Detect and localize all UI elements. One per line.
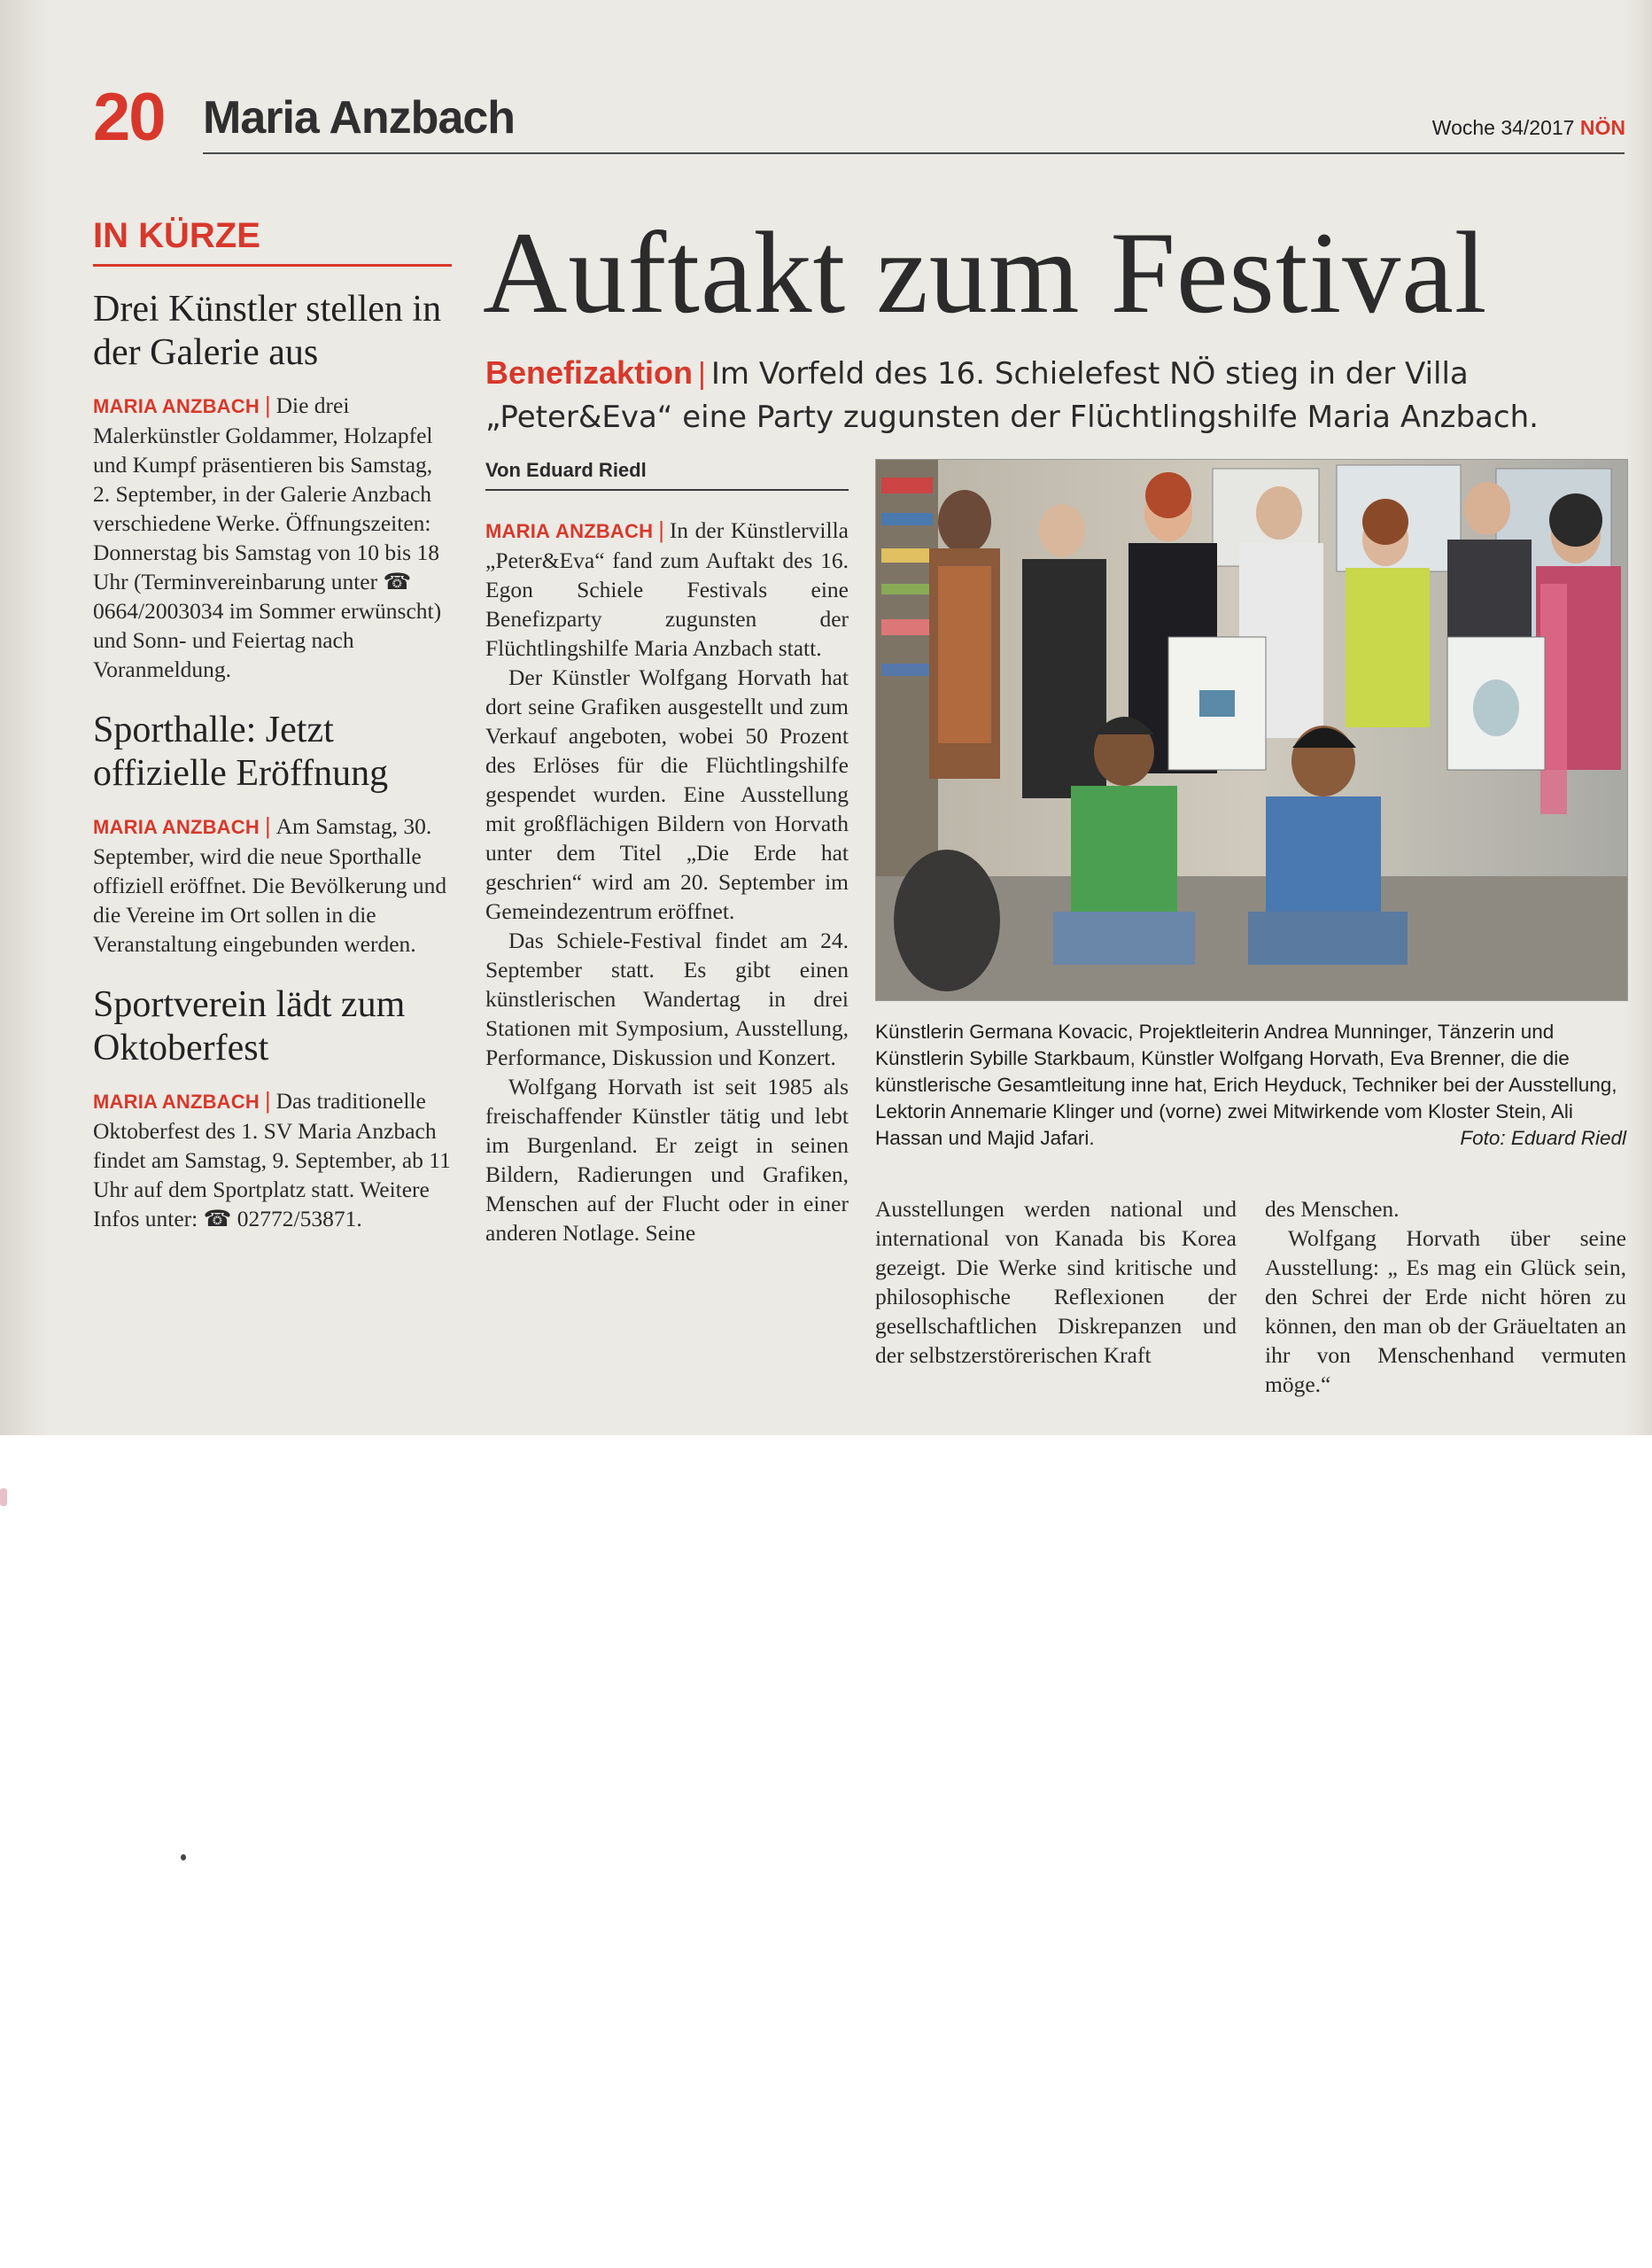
photo-caption (875, 1019, 1626, 1152)
brief-headline: Drei Künstler stellen in der Galerie aus (93, 289, 442, 373)
briefs-divider (93, 264, 452, 267)
article-paragraph: MARIA ANZBACH | In der Künstlervilla „Peter&Eva“ fand zum Auftakt des 16. Egon Schiele Festivals eine Benefizparty zugunsten der Flüchtlingshilfe Maria Anzbach statt. (485, 517, 849, 661)
brief-item (93, 983, 452, 1233)
brief-headline: Sporthalle: Jetzt offizielle Eröffnung (93, 710, 389, 794)
scan-speck (0, 1488, 7, 1506)
news-briefs-column (93, 213, 452, 1258)
briefs-label: IN KÜRZE (93, 216, 260, 255)
brief-body: MARIA ANZBACH | Am Samstag, 30. September, wird die neue Sporthalle offiziell eröffnet. Die Bevölkerung und die Vereine im Ort sollen in die Veranstaltung eingebunden werden. (93, 813, 447, 957)
brief-text: Die drei Malerkünstler Goldammer, Holzapfel und Kumpf präsentieren bis Samstag, 2. September, in der Galerie Anzbach verschiedene Werke. Öffnungszeiten: Donnerstag bis Samstag von 10 bis 18 Uhr (Terminvereinbarung unter ☎ 0664/2003034 im Sommer erwünscht) und Sonn- und Feiertag nach Voranmeldung. (93, 392, 442, 682)
scan-shadow-left (0, 0, 50, 1435)
page-header (93, 78, 1625, 158)
article-column-3 (1265, 1194, 1626, 1399)
brief-text: Am Samstag, 30. September, wird die neue Sporthalle offiziell eröffnet. Die Bevölkerung und die Vereine im Ort sollen in die Veranstaltung eingebunden werden. (93, 813, 447, 957)
article-paragraph: Wolfgang Horvath ist seit 1985 als freischaffender Künstler tätig und lebt im Burgenland. Er zeigt in seinen Bildern, Radierungen und Grafiken, Menschen auf der Flucht oder in einer anderen Notlage. Seine (485, 1074, 849, 1246)
article-headline: Auftakt zum Festival (483, 207, 1488, 338)
caption-text: Künstlerin Germana Kovacic, Projektleiterin Andrea Munninger, Tänzerin und Künstlerin Sybille Starkbaum, Künstler Wolfgang Horvath, Eva Brenner, die die künstlerische Gesamtleitung inne hat, Erich Heyduck, Techniker bei der Ausstellung, Lektorin Annemarie Klinger und (vorne) zwei Mitwirkende vom Kloster Stein, Ali Hassan und Majid Jafari. (875, 1021, 1617, 1149)
section-title: Maria Anzbach (203, 92, 516, 144)
photo-credit: Foto: Eduard Riedl (1460, 1127, 1626, 1149)
article-byline: Von Eduard Riedl (485, 459, 849, 491)
brief-item (93, 709, 452, 959)
article-dateline: MARIA ANZBACH (485, 520, 654, 542)
brief-dateline: MARIA ANZBACH (93, 395, 260, 417)
brief-text: Das traditionelle Oktoberfest des 1. SV Maria Anzbach findet am Samstag, 9. September, ab 11 Uhr auf dem Sportplatz statt. Weitere Infos unter: ☎ 02772/53871. (93, 1088, 451, 1231)
page-number: 20 (93, 80, 165, 155)
brief-headline: Sportverein lädt zum Oktoberfest (93, 984, 406, 1068)
article-paragraph: Wolfgang Horvath über seine Ausstellung: „ Es mag ein Glück sein, den Schrei der Erde nicht hören zu können, den man ob der Gräueltaten an ihr von Menschenhand vermuten möge.“ (1265, 1225, 1626, 1397)
issue-info (1432, 115, 1625, 140)
article-paragraph: des Menschen. (1265, 1196, 1400, 1222)
scan-speck (181, 1854, 186, 1860)
group-photo (875, 459, 1628, 1001)
brief-item (93, 288, 452, 684)
issue-week: Woche 34/2017 (1431, 116, 1575, 139)
brief-dateline: MARIA ANZBACH (93, 1091, 260, 1113)
article-column-1 (485, 516, 849, 1247)
article-kicker: Benefizaktion (485, 354, 694, 391)
group-photo-illustration (876, 460, 1627, 1000)
brief-dateline: MARIA ANZBACH (93, 816, 260, 838)
article-deck-text: Im Vorfeld des 16. Schielefest NÖ stieg in der Villa „Peter&Eva“ eine Party zugunsten der Flüchtlingshilfe Maria Anzbach. (485, 356, 1539, 435)
article-paragraph: Das Schiele-Festival findet am 24. September statt. Es gibt einen künstlerischen Wandertag in drei Stationen mit Symposium, Ausstellung, Performance, Diskussion und Konzert. (485, 928, 849, 1070)
article-deck: Benefizaktion | Im Vorfeld des 16. Schielefest NÖ stieg in der Villa „Peter&Eva“ eine Party zugunsten der Flüchtlingshilfe Maria Anzbach. (485, 354, 1539, 435)
header-divider (203, 152, 1625, 154)
article-paragraph: Der Künstler Wolfgang Horvath hat dort seine Grafiken ausgestellt und zum Verkauf angeboten, wobei 50 Prozent des Erlöses für die Flüchtlingshilfe gespendet wurden. Eine Ausstellung mit großflächigen Bildern von Horvath unter dem Titel „Die Erde hat geschrien“ wird am 20. September im Gemeindezentrum eröffnet. (485, 664, 849, 924)
scan-shadow-right (1625, 0, 1652, 1435)
brief-body: MARIA ANZBACH | Die drei Malerkünstler Goldammer, Holzapfel und Kumpf präsentieren bis Samstag, 2. September, in der Galerie Anzbach verschiedene Werke. Öffnungszeiten: Donnerstag bis Samstag von 10 bis 18 Uhr (Terminvereinbarung unter ☎ 0664/2003034 im Sommer erwünscht) und Sonn- und Feiertag nach Voranmeldung. (93, 392, 442, 682)
article-paragraph: Ausstellungen werden national und international von Kanada bis Korea gezeigt. Die Werke sind kritische und philosophische Reflexionen der gesellschaftlichen Diskrepanzen und der selbstzerstörerischen Kraft (875, 1196, 1237, 1368)
article-column-2 (875, 1194, 1237, 1370)
brand-logo: NÖN (1579, 116, 1625, 139)
brief-body: MARIA ANZBACH | Das traditionelle Oktoberfest des 1. SV Maria Anzbach findet am Samstag, 9. September, ab 11 Uhr auf dem Sportplatz statt. Weitere Infos unter: ☎ 02772/53871. (93, 1088, 451, 1231)
article-text: In der Künstlervilla „Peter&Eva“ fand zum Auftakt des 16. Egon Schiele Festivals eine Benefizparty zugunsten der Flüchtlingshilfe Maria Anzbach statt. (485, 517, 849, 661)
